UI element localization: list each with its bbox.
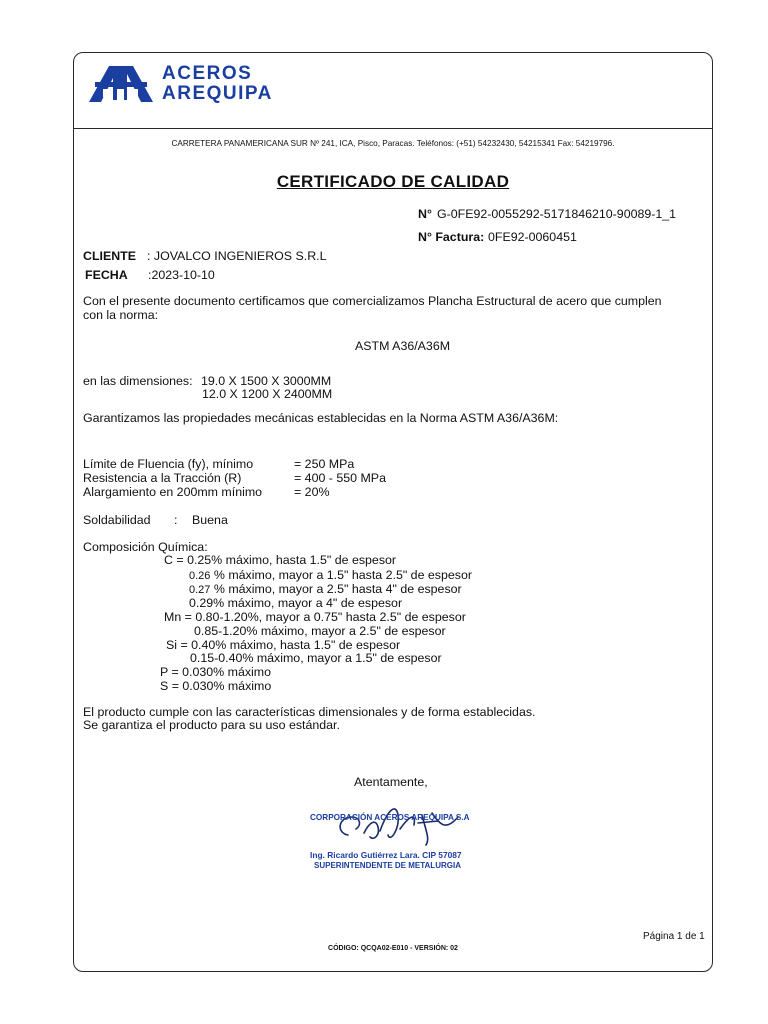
header-divider [73, 128, 713, 129]
brand-line-1: ACEROS [162, 63, 253, 84]
intro-line-1: Con el presente documento certificamos que comercializamos Plancha Estructural de acero que cumplen [83, 294, 662, 308]
signature-position: SUPERINTENDENTE DE METALURGIA [314, 861, 461, 870]
date-label: FECHA [85, 268, 128, 282]
manganese-line-2: 0.85-1.20% máximo, mayor a 2.5" de espesor [194, 624, 446, 638]
manganese-line-1: Mn = 0.80-1.20%, mayor a 0.75" hasta 2.5" de espesor [164, 610, 466, 624]
weldability-separator: : [174, 513, 178, 527]
brand-name [162, 64, 273, 104]
regards-text: Atentamente, [354, 775, 428, 789]
cert-number-value: G-0FE92-0055292-5171846210-90089-1_1 [437, 207, 677, 221]
phosphorus-line: P = 0.030% máximo [160, 665, 272, 679]
carbon-line-2-number: 0.26 [189, 570, 211, 582]
dimension-1: 19.0 X 1500 X 3000MM [201, 374, 332, 388]
dimension-2: 12.0 X 1200 X 2400MM [202, 387, 333, 401]
aceros-arequipa-logo-icon [89, 64, 153, 104]
property-value: = 20% [294, 485, 330, 499]
sulfur-line: S = 0.030% máximo [160, 679, 272, 693]
intro-line-2: con la norma: [83, 308, 159, 322]
client-value: : JOVALCO INGENIEROS S.R.L [147, 249, 327, 263]
silicon-line-1: Si = 0.40% máximo, hasta 1.5" de espesor [166, 638, 401, 652]
carbon-line-2-text: % máximo, mayor a 1.5" hasta 2.5" de espesor [213, 568, 472, 582]
signature-stamp [298, 795, 488, 875]
signature-name: Ing. Ricardo Gutiérrez Lara. CIP 57087 [310, 850, 462, 860]
invoice-label: N° Factura: [418, 230, 485, 244]
invoice-value: 0FE92-0060451 [488, 230, 577, 244]
property-label: Alargamiento en 200mm mínimo [83, 485, 263, 499]
property-label: Límite de Fluencia (fy), mínimo [83, 457, 254, 471]
document-title: CERTIFICADO DE CALIDAD [276, 172, 510, 191]
client-label: CLIENTE [83, 249, 137, 263]
brand-line-2: AREQUIPA [162, 83, 273, 104]
carbon-line-4: 0.29% máximo, mayor a 4" de espesor [189, 596, 403, 610]
dimensions-label: en las dimensiones: [83, 374, 193, 388]
weldability-label: Soldabilidad [83, 513, 151, 527]
closing-line-2: Se garantiza el producto para su uso estándar. [83, 718, 340, 732]
guarantee-text: Garantizamos las propiedades mecánicas establecidas en la Norma ASTM A36/A36M: [83, 411, 559, 425]
carbon-line-3-number: 0.27 [189, 584, 211, 596]
property-value: = 250 MPa [294, 457, 355, 471]
document-code: CÓDIGO: QCQA02-E010 - VERSIÓN: 02 [328, 945, 458, 952]
company-address: CARRETERA PANAMERICANA SUR Nº 241, ICA, Pisco, Paracas. Teléfonos: (+51) 54232430, 54215341 Fax: 54219796. [171, 139, 615, 148]
cert-number-label: N° [418, 207, 432, 221]
carbon-line-3 [189, 582, 462, 597]
signature-company: CORPORACIÓN ACEROS AREQUIPA S.A [310, 813, 470, 822]
carbon-line-1: C = 0.25% máximo, hasta 1.5" de espesor [164, 553, 397, 567]
standard-name: ASTM A36/A36M [355, 339, 451, 353]
page-number: Página 1 de 1 [643, 931, 705, 942]
carbon-line-2 [189, 568, 472, 583]
carbon-line-3-text: % máximo, mayor a 2.5" hasta 4" de espesor [213, 582, 462, 596]
closing-line-1: El producto cumple con las características dimensionales y de forma establecidas. [83, 705, 536, 719]
property-label: Resistencia a la Tracción (R) [83, 471, 242, 485]
date-value: :2023-10-10 [148, 268, 215, 282]
silicon-line-2: 0.15-0.40% máximo, mayor a 1.5" de espesor [190, 651, 442, 665]
weldability-value: Buena [192, 513, 228, 527]
composition-title: Composición Química: [83, 540, 208, 554]
handwritten-signature-icon [318, 795, 468, 857]
property-value: = 400 - 550 MPa [294, 471, 386, 485]
